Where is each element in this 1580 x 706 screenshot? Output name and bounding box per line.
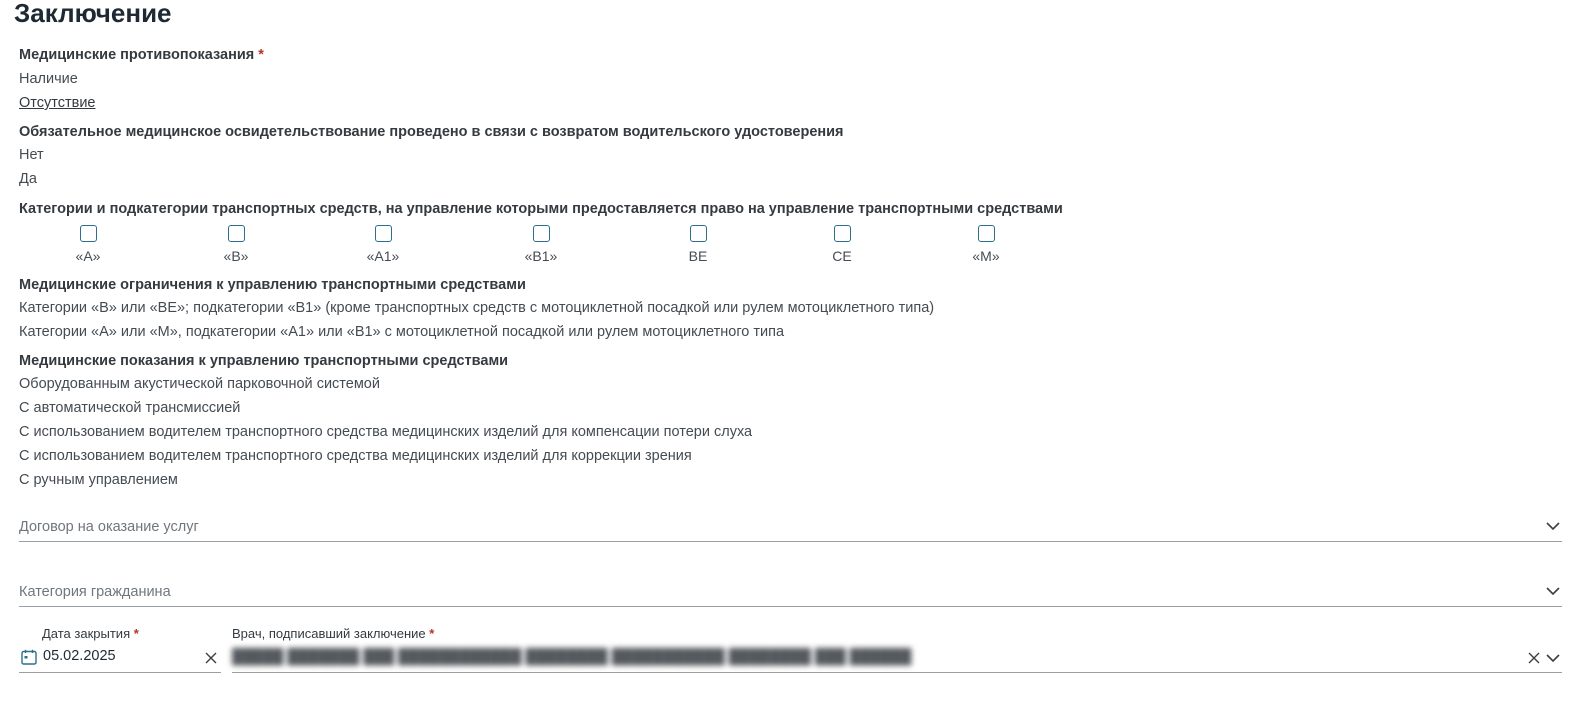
contraindications-option-absent[interactable]: Отсутствие: [19, 95, 96, 111]
restriction-option-a-m[interactable]: Категории «А» или «М», подкатегории «А1» или «В1» с мотоциклетной посадкой или рулем мотоциклетного типа: [19, 324, 785, 340]
close-date-value[interactable]: 05.02.2025: [43, 648, 116, 664]
category-checkbox-b[interactable]: [206, 225, 266, 264]
indication-option-vision[interactable]: С использованием водителем транспортного средства медицинских изделий для коррекции зрения: [19, 448, 692, 464]
categories-label: Категории и подкатегории транспортных средств, на управление которыми предоставляется право на управление транспортными средствами: [19, 201, 1063, 217]
required-mark: *: [429, 626, 435, 641]
checkbox-caption: «В»: [223, 248, 249, 264]
indication-option-manual[interactable]: С ручным управлением: [19, 472, 178, 488]
doctor-value[interactable]: █████ ███████ ███ ████████████ ████████ ███████████ ████████ ███ ██████: [232, 649, 912, 665]
close-date-input[interactable]: [19, 646, 221, 673]
restrictions-label: Медицинские ограничения к управлению транспортными средствами: [19, 277, 526, 293]
indications-label: Медицинские показания к управлению транспортными средствами: [19, 353, 509, 369]
doctor-label: [232, 626, 434, 641]
indication-option-hearing[interactable]: С использованием водителем транспортного средства медицинских изделий для компенсации потери слуха: [19, 424, 753, 440]
restriction-option-b-be[interactable]: Категории «В» или «ВЕ»; подкатегории «В1» (кроме транспортных средств с мотоциклетной посадкой или рулем мотоциклетного типа): [19, 300, 935, 316]
checkbox-caption: «А»: [75, 248, 101, 264]
category-checkbox-be[interactable]: [668, 225, 728, 264]
doctor-label-text: Врач, подписавший заключение: [232, 626, 426, 641]
category-checkbox-a[interactable]: [58, 225, 118, 264]
category-checkbox-a1[interactable]: [353, 225, 413, 264]
license-return-label: Обязательное медицинское освидетельствование проведено в связи с возвратом водительского удостоверения: [19, 124, 844, 140]
contraindications-label-text: Медицинские противопоказания: [19, 47, 255, 63]
chevron-down-icon[interactable]: [1546, 584, 1560, 598]
citizen-category-select[interactable]: [19, 578, 1562, 607]
checkbox-caption: ВЕ: [688, 248, 708, 264]
required-mark: *: [258, 47, 264, 63]
page-title: Заключение: [14, 0, 172, 28]
checkbox-box[interactable]: [978, 225, 995, 242]
checkbox-caption: «А1»: [366, 248, 400, 264]
checkbox-caption: «В1»: [524, 248, 558, 264]
checkbox-caption: «М»: [972, 248, 1000, 264]
contraindications-option-present[interactable]: Наличие: [19, 71, 78, 87]
clear-icon[interactable]: [1528, 652, 1540, 664]
doctor-select[interactable]: [232, 646, 1562, 673]
chevron-down-icon[interactable]: [1546, 651, 1560, 665]
contract-select[interactable]: [19, 513, 1562, 542]
close-date-label-text: Дата закрытия: [42, 626, 131, 641]
required-mark: *: [133, 626, 139, 641]
category-checkbox-ce[interactable]: [812, 225, 872, 264]
indication-option-automatic[interactable]: С автоматической трансмиссией: [19, 400, 241, 416]
contraindications-label: [19, 47, 264, 63]
category-checkbox-m[interactable]: [956, 225, 1016, 264]
chevron-down-icon[interactable]: [1546, 519, 1560, 533]
checkbox-box[interactable]: [375, 225, 392, 242]
calendar-icon[interactable]: [21, 649, 37, 665]
contract-placeholder: Договор на оказание услуг: [19, 519, 199, 535]
close-date-label: [42, 626, 139, 641]
license-return-option-yes[interactable]: Да: [19, 171, 37, 187]
citizen-category-placeholder: Категория гражданина: [19, 584, 171, 600]
checkbox-box[interactable]: [533, 225, 550, 242]
checkbox-box[interactable]: [80, 225, 97, 242]
license-return-option-no[interactable]: Нет: [19, 147, 44, 163]
checkbox-box[interactable]: [690, 225, 707, 242]
checkbox-caption: СЕ: [832, 248, 852, 264]
category-checkbox-b1[interactable]: [511, 225, 571, 264]
indication-option-parking[interactable]: Оборудованным акустической парковочной системой: [19, 376, 380, 392]
checkbox-box[interactable]: [228, 225, 245, 242]
checkbox-box[interactable]: [834, 225, 851, 242]
clear-icon[interactable]: [205, 652, 217, 664]
